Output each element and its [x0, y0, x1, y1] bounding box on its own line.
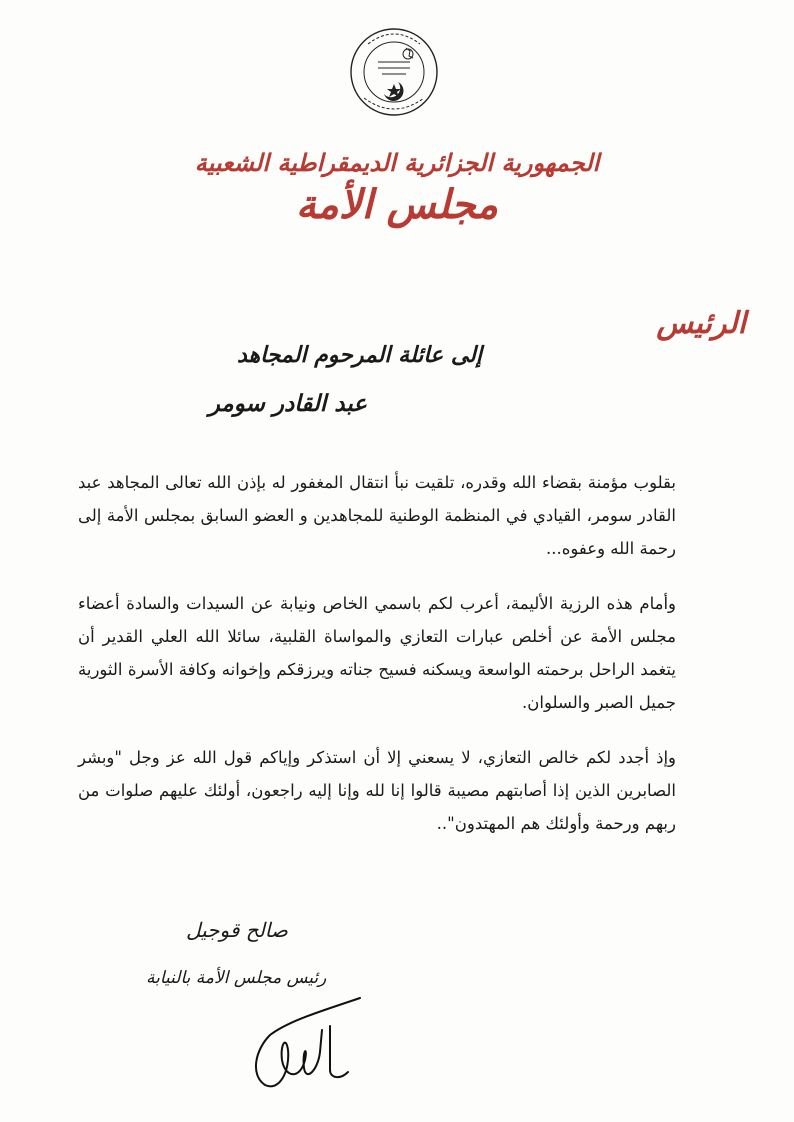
body-paragraph-2: وأمام هذه الرزية الأليمة، أعرب لكم باسمي الخاص ونيابة عن السيدات والسادة أعضاء مجلس الأمة عن أخلص عبارات التعازي والمواساة القلبية، سائلا الله العلي القدير أن يتغمد الراحل برحمته الواسعة ويسكنه فسيح جناته ويرزقكم وإخوانه وكافة الأسرة الثورية جميل الصبر والسلوان.: [78, 594, 676, 712]
body-paragraph-1: بقلوب مؤمنة بقضاء الله وقدره، تلقيت نبأ انتقال المغفور له بإذن الله تعالى المجاهد عبد القادر سومر، القيادي في المنظمة الوطنية للمجاهدين و العضو السابق بمجلس الأمة إلى رحمة الله وعفوه...: [78, 473, 676, 558]
addressee-block: [209, 342, 482, 417]
addressee-name: عبد القادر سومر: [208, 390, 367, 417]
national-seal-emblem: [348, 22, 440, 126]
body-paragraph-3: وإذ أجدد لكم خالص التعازي، لا يسعني إلا أن استذكر وإياكم قول الله عز وجل "وبشر الصابرين الذين إذا أصابتهم مصيبة قالوا إنا لله وإنا إليه راجعون، أولئك عليهم صلوات من ربهم ورحمة وأولئك هم المهتدون"..: [78, 748, 676, 833]
republic-heading: الجمهورية الجزائرية الديمقراطية الشعبية: [194, 148, 600, 177]
president-mark: الرئيس: [656, 306, 746, 341]
handwritten-signature: [230, 990, 380, 1100]
signatory-title: رئيس مجلس الأمة بالنيابة: [146, 968, 327, 988]
council-heading: مجلس الأمة: [295, 181, 499, 228]
signatory-name: صالح قوجيل: [186, 918, 288, 942]
addressee-line: إلى عائلة المرحوم المجاهد: [236, 342, 482, 368]
letter-body: [78, 466, 676, 862]
letterhead: [0, 148, 794, 228]
